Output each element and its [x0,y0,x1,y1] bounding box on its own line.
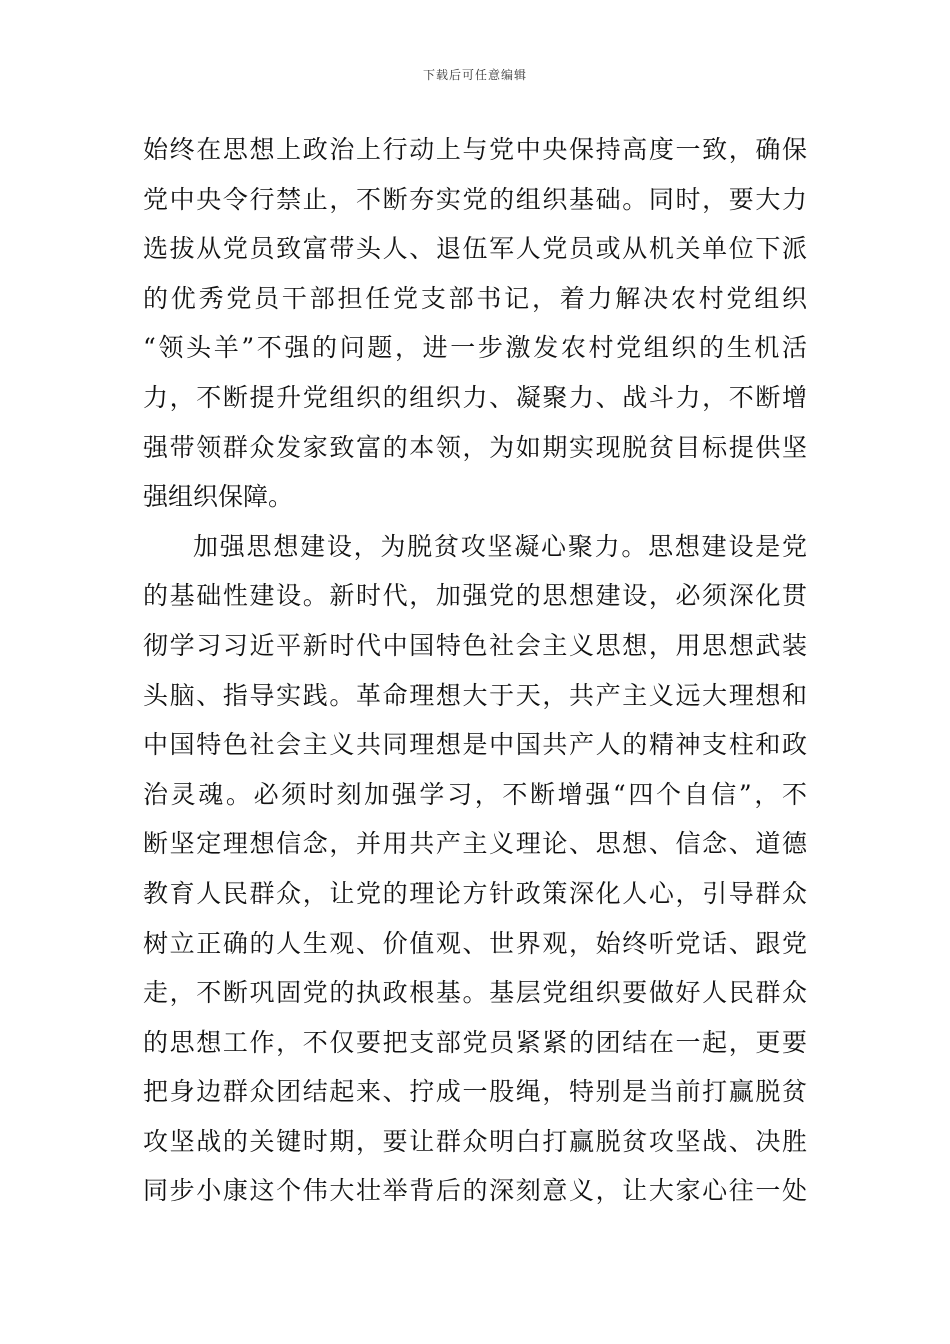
text-line: 的基础性建设。新时代，加强党的思想建设，必须深化贯 [143,581,807,611]
text-line: “领头羊”不强的问题，进一步激发农村党组织的生机活 [143,333,807,363]
text-line: 力，不断提升党组织的组织力、凝聚力、战斗力，不断增 [143,382,807,412]
text-line: 中国特色社会主义共同理想是中国共产人的精神支柱和政 [143,730,807,760]
text-line: 同步小康这个伟大壮举背后的深刻意义，让大家心往一处 [143,1176,807,1206]
text-line: 党中央令行禁止，不断夯实党的组织基础。同时，要大力 [143,184,807,214]
paragraph-start-line: 加强思想建设，为脱贫攻坚凝心聚力。思想建设是党 [193,531,807,561]
text-line: 断坚定理想信念，并用共产主义理论、思想、信念、道德 [143,829,807,859]
text-line: 走，不断巩固党的执政根基。基层党组织要做好人民群众 [143,978,807,1008]
text-line: 头脑、指导实践。革命理想大于天，共产主义远大理想和 [143,680,807,710]
text-line: 教育人民群众，让党的理论方针政策深化人心，引导群众 [143,878,807,908]
text-line: 树立正确的人生观、价值观、世界观，始终听党话、跟党 [143,928,807,958]
text-line: 彻学习习近平新时代中国特色社会主义思想，用思想武装 [143,630,807,660]
text-line: 的思想工作，不仅要把支部党员紧紧的团结在一起，更要 [143,1027,807,1057]
text-line: 的优秀党员干部担任党支部书记，着力解决农村党组织 [143,283,807,313]
text-line: 强带领群众发家致富的本领，为如期实现脱贫目标提供坚 [143,432,807,462]
page-header: 下载后可任意编辑 [422,68,527,82]
text-line: 治灵魂。必须时刻加强学习，不断增强“四个自信”，不 [143,779,807,809]
text-line: 始终在思想上政治上行动上与党中央保持高度一致，确保 [143,135,807,164]
text-line: 把身边群众团结起来、拧成一股绳，特别是当前打赢脱贫 [143,1077,807,1107]
text-line: 攻坚战的关键时期，要让群众明白打赢脱贫攻坚战、决胜 [143,1126,807,1156]
document-body [143,125,807,1216]
text-line: 选拔从党员致富带头人、退伍军人党员或从机关单位下派 [143,234,807,264]
text-line: 强组织保障。 [143,482,294,512]
